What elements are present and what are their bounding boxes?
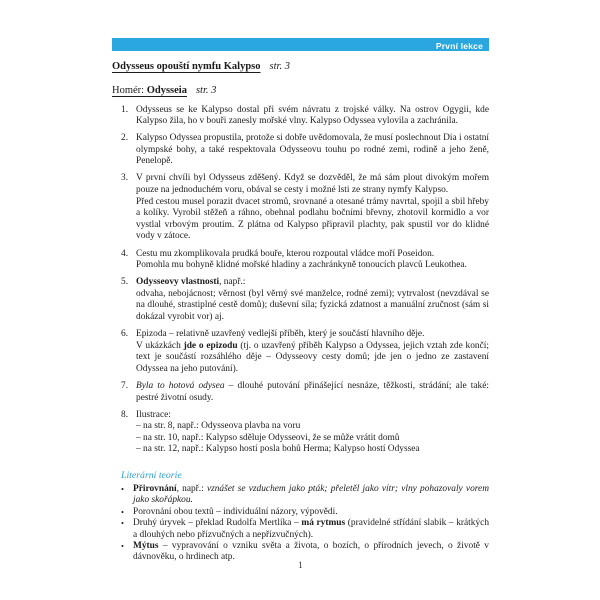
lesson-banner: [112, 38, 489, 51]
list-item: [112, 173, 489, 243]
text-run: (tj. o uzavřený příběh Kalypso a Odyssea, jejich vztah zde končí; text je součástí rozsáhlého děje – Odysseovy cesty domů; jde jen o jedno ze zastavení Odyssea na jeho putování).: [136, 340, 489, 374]
paragraph: [136, 421, 489, 433]
text-run: Pomohla mu bohyně klidné mořské hladiny a zachránkyně tonoucích plavců Leukothea.: [136, 260, 467, 271]
text-run: – na str. 8, např.: Odysseova plavba na voru: [136, 421, 301, 432]
list-item-number: 8.: [121, 409, 129, 420]
page-content: [112, 38, 489, 564]
list-item: [112, 133, 489, 168]
document-titles: [112, 58, 489, 99]
bullet-body: [133, 484, 489, 507]
title-line-2: [112, 82, 489, 99]
paragraph: [136, 289, 489, 324]
list-item-body: [136, 133, 489, 168]
bullet-item: [112, 518, 489, 541]
text-run: Před cestou musel porazit dvacet stromů, srovnané a otesané trámy navrtal, spojil a sbil hřeby a kolíky. Vyrobil stěžeň a ráhno, obehnal podlahu bočními břevny, zhotovil kormidlo a vor vystlal vrbovým proutím. Z plátna od Kalypso připravil plachty, pak spustil vor do klidné vody v zátoce.: [136, 196, 489, 242]
paragraph: [136, 105, 489, 128]
text-run: (pravidelné střídání slabik – krátkých a dlouhých nebo přízvučných a nepřízvučných).: [133, 518, 490, 540]
paragraph: [136, 444, 489, 456]
literary-theory-heading: Literární teorie: [121, 470, 182, 482]
answers-numbered-list: [112, 105, 489, 457]
text-run: , např.:: [176, 484, 207, 495]
list-item-body: [136, 173, 489, 243]
title-line-1: [112, 58, 489, 75]
text-run: str. 3: [195, 85, 217, 96]
list-item-number: 4.: [121, 248, 129, 259]
text-run: Druhý úryvek – překlad Rudolfa Mertlíka –: [133, 518, 302, 529]
text-run: – vypravování o vzniku světa a života, o bozích, o přírodních jevech, o životě v dávnověku, o hrdinech atp.: [133, 541, 489, 563]
paragraph: [136, 329, 489, 341]
text-run: Porovnání obou textů – individuální názory, výpovědi.: [133, 506, 338, 517]
bullet-icon: •: [121, 541, 124, 552]
bullet-icon: •: [121, 506, 124, 517]
bullet-item: [112, 507, 489, 518]
text-run: Odysseovy vlastnosti: [136, 277, 220, 288]
bullet-icon: •: [121, 518, 124, 529]
bullet-item: [112, 484, 489, 507]
text-run: jde o epizodu: [183, 340, 238, 351]
list-item-body: [136, 410, 489, 456]
text-run: Homér:: [112, 85, 147, 96]
paragraph: [136, 260, 489, 272]
text-run: – na str. 12, např.: Kalypso hostí posla bohů Herma; Kalypso hostí Odyssea: [136, 444, 420, 455]
paragraph: [136, 381, 489, 404]
text-run: Přirovnání: [133, 484, 177, 495]
paragraph: [136, 133, 489, 168]
list-item-number: 2.: [121, 133, 129, 144]
text-run: Epizoda – relativně uzavřený vedlejší příběh, který je součástí hlavního děje.: [136, 329, 425, 340]
lesson-banner-label: První lekce: [435, 41, 483, 51]
text-run: Odysseus se ke Kalypso dostal při svém návratu z trojské války. Na ostrov Ogygii, kde Kalypso žila, ho v bouři zanesly mořské vlny. Kalypso Odyssea vylovila a zachránila.: [136, 104, 489, 127]
list-item-number: 5.: [121, 277, 129, 288]
literary-theory-bullet-list: [112, 484, 489, 564]
text-run: vznášet se vzduchem jako pták; přeletěl jako vítr; vlny pohazovaly vorem jako skořápkou.: [133, 484, 489, 506]
text-run: – dlouhé putování přinášející nesnáze, těžkosti, strádání; ale také: pestré životní osudy.: [136, 380, 489, 403]
bullet-body: [133, 507, 489, 518]
paragraph: [136, 173, 489, 196]
list-item-body: [136, 277, 489, 323]
paragraph: [136, 277, 489, 289]
text-run: odvaha, nebojácnost; věrnost (byl věrný své manželce, rodné zemi); vytrvalost (nevzdával se na dlouhé, strastiplné cestě domů); duševní síla; fyzická zdatnost a manuální zručnost (sám si dokázal vyrobit vor) aj.: [136, 288, 489, 322]
paragraph: [136, 341, 489, 376]
text-run: , např.:: [219, 277, 246, 288]
text-run: – na str. 10, např.: Kalypso sděluje Odysseovi, že se může vrátit domů: [136, 432, 400, 443]
list-item: [112, 410, 489, 456]
text-run: V ukázkách: [136, 340, 184, 351]
list-item-number: 1.: [121, 104, 129, 115]
text-run: má rytmus: [301, 518, 346, 529]
text-run: Odysseia: [146, 85, 187, 96]
list-item-body: [136, 329, 489, 375]
list-item-body: [136, 249, 489, 272]
list-item: [112, 249, 489, 272]
paragraph: [136, 249, 489, 261]
text-run: Cestu mu zkomplikovala prudká bouře, kterou rozpoutal vládce moří Poseidon.: [136, 248, 435, 259]
list-item-body: [136, 105, 489, 128]
text-run: Kalypso Odyssea propustila, protože si dobře uvědomovala, že musí poslechnout Dia i ostatní olympské bohy, a také respektovala Odysseovu touhu po rodné zemi, rodině a jeho ženě, Penelopě.: [136, 133, 489, 167]
text-run: Odysseus opouští nymfu Kalypso: [112, 61, 261, 72]
paragraph: [136, 410, 489, 422]
list-item-body: [136, 381, 489, 404]
list-item: [112, 381, 489, 404]
text-run: Byla to hotová odysea: [136, 380, 225, 391]
bullet-body: [133, 518, 489, 541]
page-number: 1: [298, 561, 303, 571]
paragraph: [136, 433, 489, 445]
list-item: [112, 105, 489, 128]
bullet-icon: •: [121, 484, 124, 495]
text-run: Ilustrace:: [136, 409, 171, 420]
list-item-number: 3.: [121, 173, 129, 184]
text-run: V první chvíli byl Odysseus zděšený. Když se dozvěděl, že má sám plout divokým mořem pouze na jednoduchém voru, obával se cesty i možné lsti ze strany nymfy Kalypso.: [136, 173, 489, 196]
list-item: [112, 277, 489, 323]
paragraph: [136, 197, 489, 243]
list-item-number: 7.: [121, 380, 129, 391]
list-item-number: 6.: [121, 329, 129, 340]
text-run: str. 3: [269, 61, 290, 72]
list-item: [112, 329, 489, 375]
text-run: Mýtus: [133, 541, 159, 552]
